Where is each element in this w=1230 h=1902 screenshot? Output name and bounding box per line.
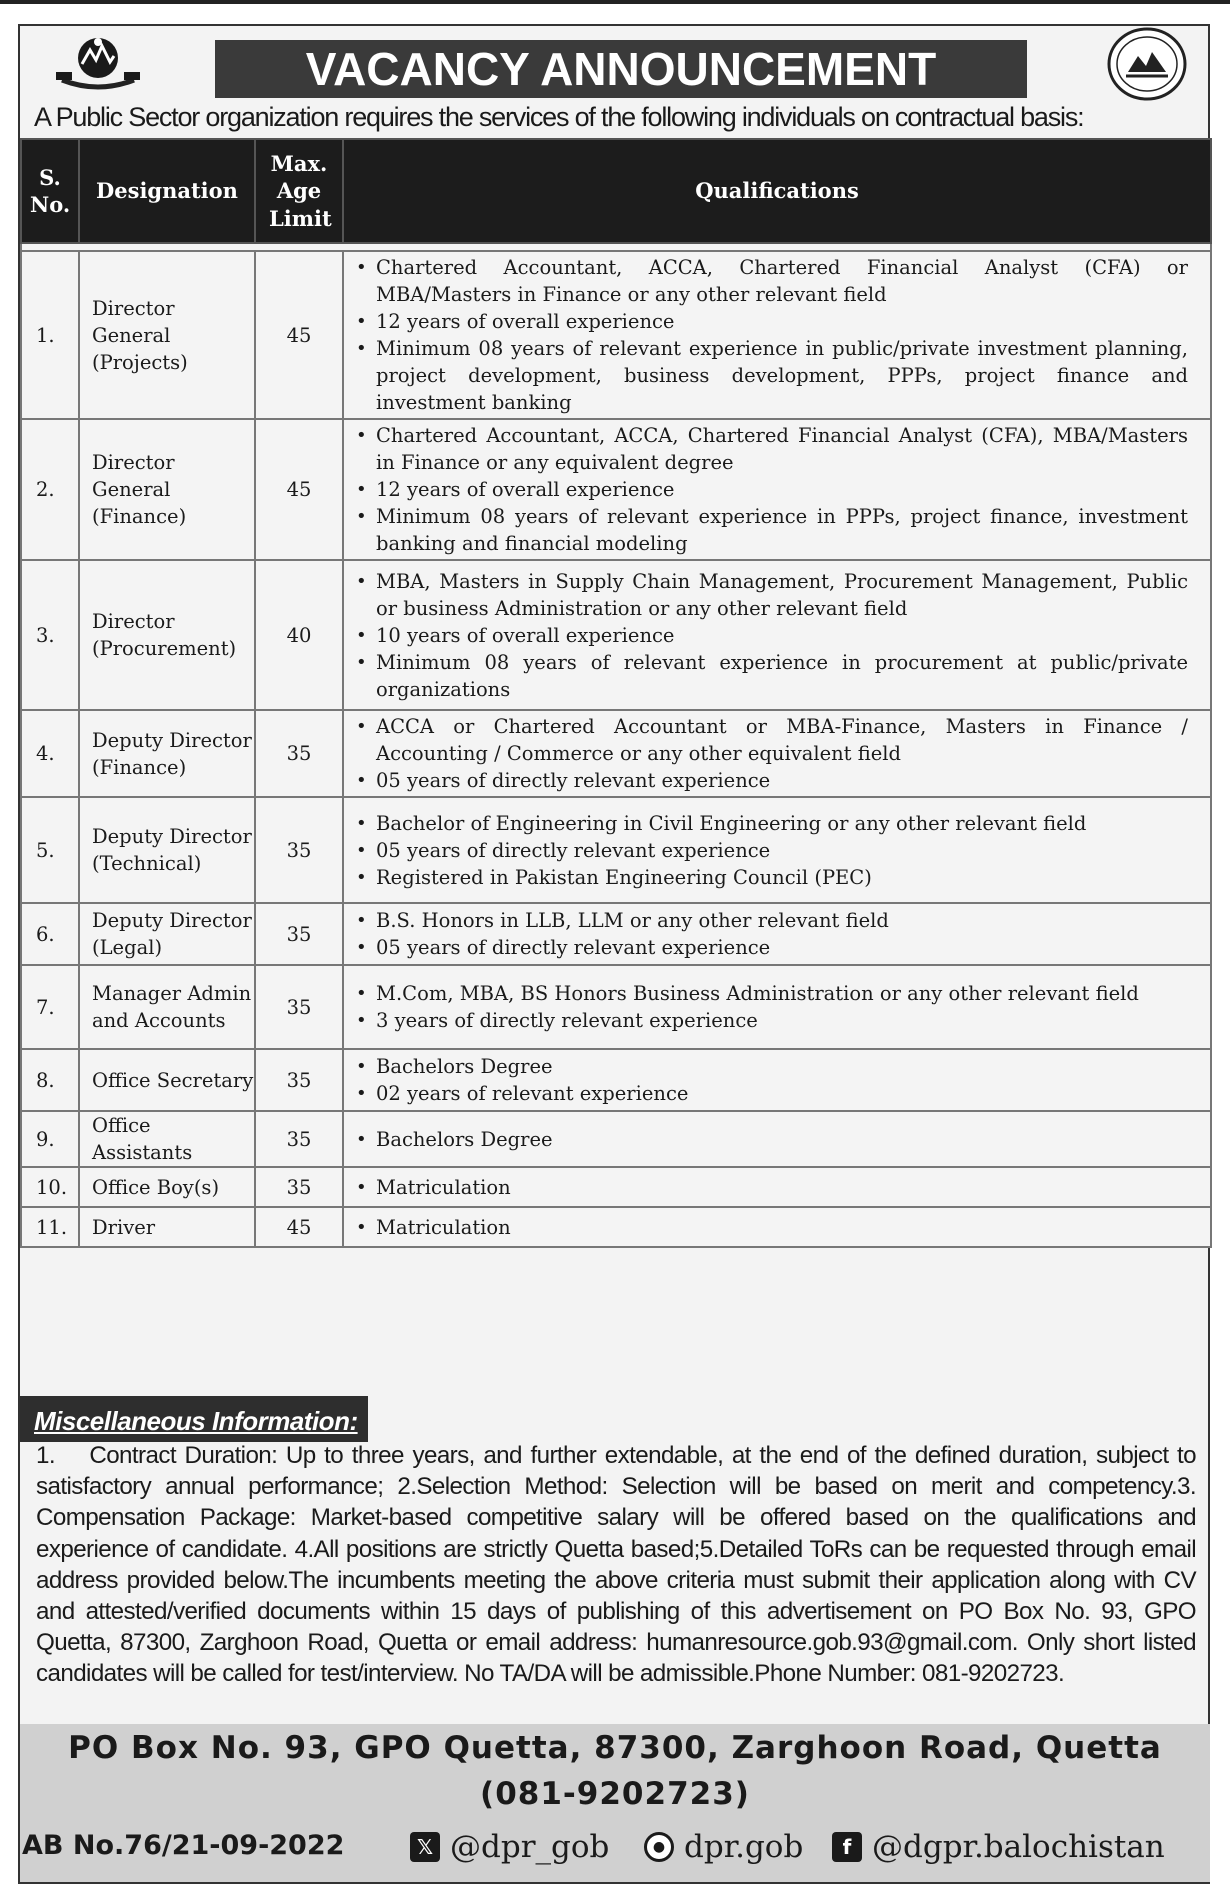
qualification-list bbox=[354, 980, 1188, 1034]
row-designation: Manager Admin and Accounts bbox=[79, 965, 255, 1049]
row-designation: Office Boy(s) bbox=[79, 1167, 255, 1207]
col-header-designation: Designation bbox=[79, 139, 255, 243]
qualification-item: • M.Com, MBA, BS Honors Business Administration or any other relevant field bbox=[376, 980, 1188, 1007]
row-age-limit: 35 bbox=[255, 965, 343, 1049]
table-row bbox=[21, 419, 1211, 560]
row-age-limit: 35 bbox=[255, 797, 343, 903]
col-header-qualifications: Qualifications bbox=[343, 139, 1211, 243]
qualification-item: • Minimum 08 years of relevant experience in public/private investment planning, project development, business development, PPPs, project finance and investment banking bbox=[376, 335, 1188, 416]
spacer-cell bbox=[21, 243, 1211, 251]
row-qualifications bbox=[343, 1111, 1211, 1167]
qualification-item: • Chartered Accountant, ACCA, Chartered Financial Analyst (CFA), MBA/Masters in Finance or any equivalent degree bbox=[376, 422, 1188, 476]
row-qualifications bbox=[343, 419, 1211, 560]
qualification-item: • Matriculation bbox=[376, 1214, 1188, 1241]
ad-number: AB No.76/21-09-2022 bbox=[22, 1830, 345, 1861]
col-header-sno: S. No. bbox=[21, 139, 79, 243]
row-designation: Deputy Director (Technical) bbox=[79, 797, 255, 903]
twitter-handle[interactable] bbox=[410, 1822, 609, 1872]
top-rule bbox=[0, 0, 1230, 4]
misc-heading: Miscellaneous Information: bbox=[34, 1406, 358, 1436]
instagram-handle[interactable] bbox=[644, 1822, 803, 1872]
footer-phone: (081-9202723) bbox=[480, 1776, 750, 1812]
qualification-item: • 10 years of overall experience bbox=[376, 622, 1188, 649]
row-age-limit: 35 bbox=[255, 1111, 343, 1167]
table-row bbox=[21, 560, 1211, 710]
table-row bbox=[21, 1111, 1211, 1167]
qualification-item: • Registered in Pakistan Engineering Council (PEC) bbox=[376, 864, 1188, 891]
qualification-item: • 12 years of overall experience bbox=[376, 308, 1188, 335]
qualification-item: • Bachelor of Engineering in Civil Engineering or any other relevant field bbox=[376, 810, 1188, 837]
table-row bbox=[21, 797, 1211, 903]
row-designation: Deputy Director (Legal) bbox=[79, 903, 255, 965]
qualification-list bbox=[354, 422, 1188, 557]
qualification-list bbox=[354, 713, 1188, 794]
row-sno: 11. bbox=[21, 1207, 79, 1247]
row-designation: Director General (Finance) bbox=[79, 419, 255, 560]
row-sno: 2. bbox=[21, 419, 79, 560]
row-designation: Director General (Projects) bbox=[79, 251, 255, 419]
qualification-item: • Minimum 08 years of relevant experience in procurement at public/private organizations bbox=[376, 649, 1188, 703]
dgpr-seal-icon bbox=[1106, 26, 1188, 102]
table-row bbox=[21, 1049, 1211, 1111]
row-sno: 10. bbox=[21, 1167, 79, 1207]
misc-text: 1. Contract Duration: Up to three years, and further extendable, at the end of the defined duration, subject to satisfactory annual performance; 2.Selection Method: Selection will be based on merit and competency.3. Compensation Package: Market-based competitive salary will be offered based on the qualifications and experience of candidate. 4.All positions are strictly Quetta based;5.Detailed ToRs can be requested through email address provided below.The incumbents meeting the above criteria must submit their application along with CV and attested/verified documents within 15 days of publishing of this advertisement on PO Box No. 93, GPO Quetta, 87300, Zarghoon Road, Quetta or email address: humanresource.gob.93@gmail.com. Only short listed candidates will be called for test/interview. No TA/DA will be admissible.Phone Number: 081-9202723. bbox=[36, 1442, 1196, 1688]
col-header-age: Max. Age Limit bbox=[255, 139, 343, 243]
qualification-item: • 3 years of directly relevant experience bbox=[376, 1007, 1188, 1034]
qualification-item: • 05 years of directly relevant experience bbox=[376, 767, 1188, 794]
row-age-limit: 45 bbox=[255, 251, 343, 419]
qualification-item: • Matriculation bbox=[376, 1174, 1188, 1201]
table-header-row bbox=[21, 139, 1211, 243]
qualification-list bbox=[354, 568, 1188, 703]
row-sno: 4. bbox=[21, 710, 79, 797]
qualification-list bbox=[354, 1174, 1188, 1201]
qualification-item: • ACCA or Chartered Accountant or MBA-Finance, Masters in Finance / Accounting / Commerce or any other equivalent field bbox=[376, 713, 1188, 767]
table-row bbox=[21, 903, 1211, 965]
row-qualifications bbox=[343, 1049, 1211, 1111]
qualification-item: • B.S. Honors in LLB, LLM or any other relevant field bbox=[376, 907, 1188, 934]
row-qualifications bbox=[343, 965, 1211, 1049]
row-designation: Office Assistants bbox=[79, 1111, 255, 1167]
qualification-list bbox=[354, 254, 1188, 416]
page-title: VACANCY ANNOUNCEMENT bbox=[215, 40, 1027, 98]
row-designation: Director (Procurement) bbox=[79, 560, 255, 710]
facebook-icon: f bbox=[832, 1832, 862, 1862]
table-row bbox=[21, 1167, 1211, 1207]
instagram-icon: ● bbox=[644, 1832, 674, 1862]
qualification-item: • 05 years of directly relevant experience bbox=[376, 837, 1188, 864]
twitter-text: @dpr_gob bbox=[450, 1829, 610, 1865]
qualification-list bbox=[354, 1126, 1188, 1153]
row-qualifications bbox=[343, 560, 1211, 710]
table-row bbox=[21, 251, 1211, 419]
qualification-item: • Bachelors Degree bbox=[376, 1053, 1188, 1080]
row-sno: 8. bbox=[21, 1049, 79, 1111]
row-designation: Office Secretary bbox=[79, 1049, 255, 1111]
row-sno: 3. bbox=[21, 560, 79, 710]
row-qualifications bbox=[343, 251, 1211, 419]
qualification-item: • MBA, Masters in Supply Chain Management, Procurement Management, Public or business Administration or any other relevant field bbox=[376, 568, 1188, 622]
row-qualifications bbox=[343, 1167, 1211, 1207]
row-sno: 1. bbox=[21, 251, 79, 419]
row-qualifications bbox=[343, 710, 1211, 797]
qualification-list bbox=[354, 810, 1188, 891]
row-age-limit: 35 bbox=[255, 1049, 343, 1111]
table-row bbox=[21, 710, 1211, 797]
row-age-limit: 35 bbox=[255, 903, 343, 965]
qualification-list bbox=[354, 1214, 1188, 1241]
row-age-limit: 40 bbox=[255, 560, 343, 710]
table-spacer bbox=[21, 243, 1211, 251]
row-designation: Driver bbox=[79, 1207, 255, 1247]
qualification-item: • Chartered Accountant, ACCA, Chartered Financial Analyst (CFA) or MBA/Masters in Finance or any other relevant field bbox=[376, 254, 1188, 308]
table-row bbox=[21, 965, 1211, 1049]
government-emblem-icon bbox=[52, 32, 144, 94]
row-designation: Deputy Director (Finance) bbox=[79, 710, 255, 797]
instagram-text: dpr.gob bbox=[684, 1829, 804, 1865]
facebook-text: @dgpr.balochistan bbox=[872, 1829, 1165, 1865]
qualification-item: • Bachelors Degree bbox=[376, 1126, 1188, 1153]
row-sno: 6. bbox=[21, 903, 79, 965]
row-age-limit: 35 bbox=[255, 1167, 343, 1207]
row-age-limit: 35 bbox=[255, 710, 343, 797]
qualification-list bbox=[354, 907, 1188, 961]
row-qualifications bbox=[343, 1207, 1211, 1247]
row-qualifications bbox=[343, 903, 1211, 965]
qualification-item: • 05 years of directly relevant experience bbox=[376, 934, 1188, 961]
row-sno: 5. bbox=[21, 797, 79, 903]
row-qualifications bbox=[343, 797, 1211, 903]
misc-heading-bar bbox=[20, 1396, 368, 1442]
qualification-list bbox=[354, 1053, 1188, 1107]
qualification-item: • 12 years of overall experience bbox=[376, 476, 1188, 503]
row-sno: 7. bbox=[21, 965, 79, 1049]
facebook-handle[interactable] bbox=[832, 1822, 1165, 1872]
qualification-item: • Minimum 08 years of relevant experience in PPPs, project finance, investment banking and financial modeling bbox=[376, 503, 1188, 557]
vacancy-table bbox=[20, 138, 1212, 1248]
qualification-item: • 02 years of relevant experience bbox=[376, 1080, 1188, 1107]
intro-text: A Public Sector organization requires the services of the following individuals on contractual basis: bbox=[34, 102, 1084, 132]
footer-address: PO Box No. 93, GPO Quetta, 87300, Zarghoon Road, Quetta bbox=[68, 1730, 1162, 1766]
row-age-limit: 45 bbox=[255, 419, 343, 560]
row-age-limit: 45 bbox=[255, 1207, 343, 1247]
row-sno: 9. bbox=[21, 1111, 79, 1167]
table-row bbox=[21, 1207, 1211, 1247]
twitter-icon: 𝕏 bbox=[410, 1832, 440, 1862]
